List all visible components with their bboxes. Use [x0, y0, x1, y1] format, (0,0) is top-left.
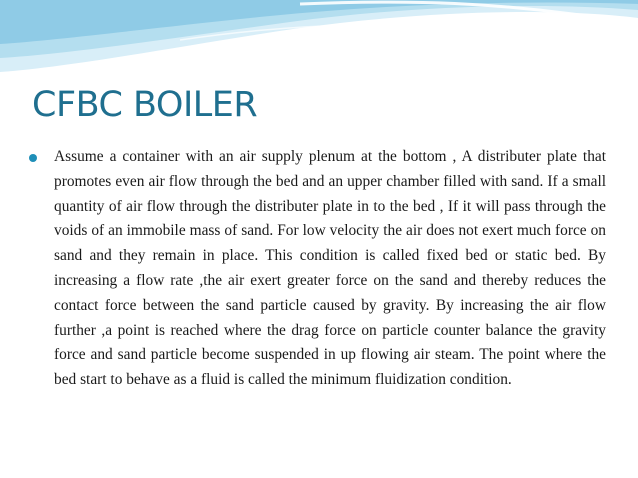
bullet-dot-icon	[29, 154, 37, 162]
bullet-list	[26, 145, 606, 393]
header-wave-decoration	[0, 0, 638, 80]
slide-title: CFBC BOILER	[32, 85, 258, 125]
bullet-text: Assume a container with an air supply plenum at the bottom , A distributer plate that promotes even air flow through the bed and an upper chamber filled with sand. If a small quantity of air flow through the distributer plate in to the bed , If it will pass through the voids of an immobile mass of sand. For low velocity the air does not exert much force on sand and they remain in place. This condition is called fixed bed or static bed. By increasing a flow rate ,the air exert greater force on the sand and thereby reduces the contact force between the sand particle caused by gravity. By increasing the air flow further ,a point is reached where the drag force on particle counter balance the gravity force and sand particle become suspended in up flowing air steam. The point where the bed start to behave as a fluid is called the minimum fluidization condition.	[54, 148, 606, 389]
bullet-item	[26, 145, 606, 393]
